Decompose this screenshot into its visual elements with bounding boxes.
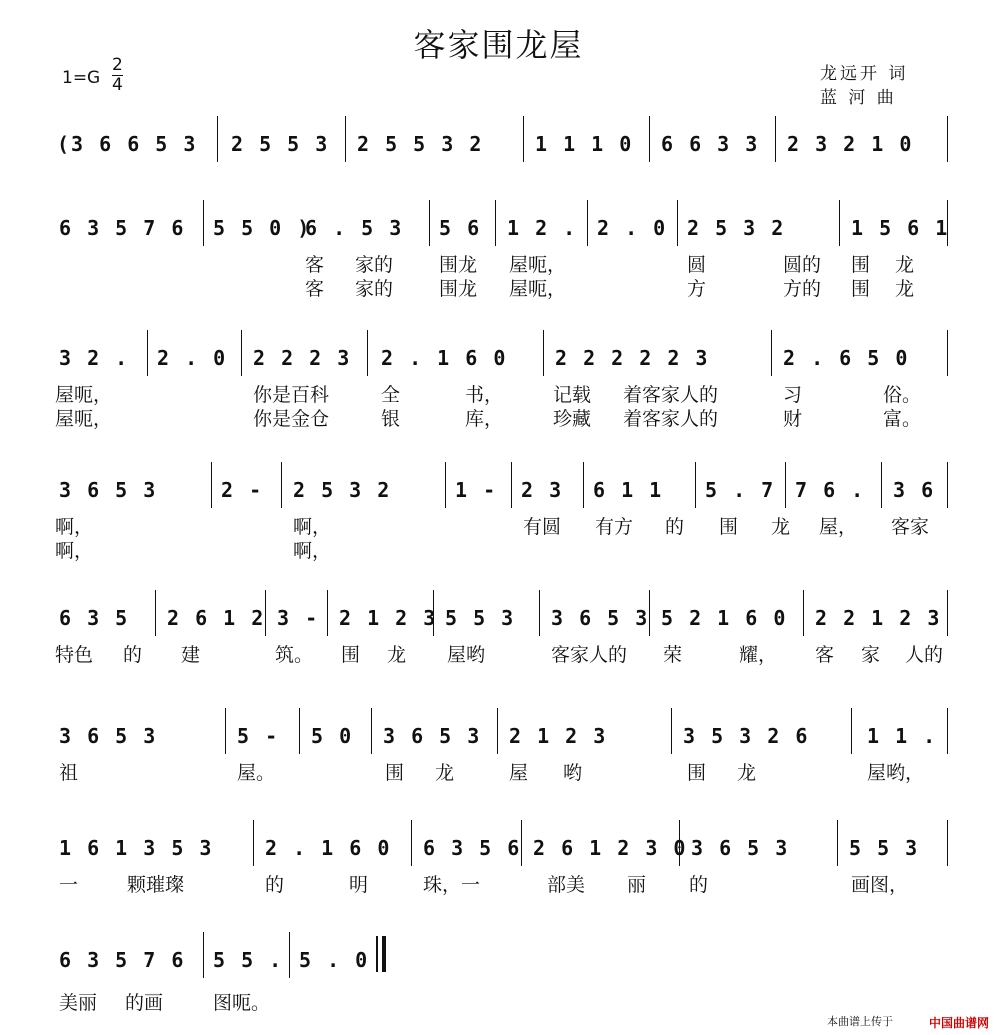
time-bottom: 4: [112, 75, 123, 95]
lyric-line-1: [55, 250, 955, 298]
lyric: 客家: [891, 516, 930, 538]
notation-line: [55, 720, 955, 760]
measure: 5 2 1 6 0: [661, 606, 788, 630]
measure: 2 1 2 3: [339, 606, 438, 630]
lyric: 有圆: [523, 516, 562, 538]
measure: 5 5 0 ): [213, 216, 312, 240]
lyric: 的: [665, 516, 685, 538]
lyric: 书，: [465, 384, 504, 406]
score-system-5: [55, 602, 955, 642]
measure: 6 1 1: [593, 478, 664, 502]
site-logo: 中国曲谱网: [928, 1016, 989, 1030]
measure: (3 6 6 5 3: [57, 132, 198, 156]
lyric: 的: [265, 874, 285, 896]
lyric: 围: [851, 278, 871, 300]
lyric: 屋呃，: [509, 278, 567, 300]
lyric: 龙: [435, 762, 455, 784]
measure: 6 3 5 7 6: [59, 216, 186, 240]
lyric: 荣: [663, 644, 683, 666]
lyric: 龙: [895, 254, 915, 276]
lyric: 人的: [905, 644, 944, 666]
lyric: 龙: [895, 278, 915, 300]
lyric: 围: [719, 516, 739, 538]
lyric: 围龙: [439, 278, 478, 300]
lyric: 珍藏: [553, 408, 592, 430]
lyric: 屋哟: [447, 644, 486, 666]
lyric: 圆的: [783, 254, 822, 276]
lyric: 啊，: [55, 540, 94, 562]
lyric: 一: [59, 874, 79, 896]
lyric: 部美: [547, 874, 586, 896]
measure: 2 5 5 3 2: [357, 132, 484, 156]
lyric: 屋呃，: [55, 408, 113, 430]
measure: 2 6 1 2 3 0: [533, 836, 688, 860]
key-signature: 1=G: [62, 68, 101, 88]
measure: 3 6: [893, 478, 936, 502]
lyric: 围: [851, 254, 871, 276]
lyric: 客家人的: [551, 644, 628, 666]
measure: 6 . 5 3: [305, 216, 404, 240]
measure: 1 6 1 3 5 3: [59, 836, 214, 860]
composer: 蓝 河 曲: [820, 88, 897, 108]
measure: 2 . 1 6 0: [381, 346, 508, 370]
time-top: 2: [112, 55, 123, 75]
lyric-line-5: [55, 758, 955, 784]
measure: 7 6 .: [795, 478, 866, 502]
lyric: 龙: [771, 516, 791, 538]
lyric-line-7: [55, 988, 455, 1014]
measure: 2 3: [521, 478, 564, 502]
measure: 2 1 2 3: [509, 724, 608, 748]
lyric: 着客家人的: [623, 408, 719, 430]
lyric: 银: [381, 408, 401, 430]
notation-line: [55, 128, 955, 168]
measure: 5 6: [439, 216, 482, 240]
lyric: 客: [305, 254, 325, 276]
measure: 2 5 5 3: [231, 132, 330, 156]
lyricist: 龙远开 词: [820, 64, 909, 84]
notation-line: [55, 832, 955, 872]
lyric: 啊，: [293, 516, 332, 538]
measure: 2 2 2 3: [253, 346, 352, 370]
lyric: 方的: [783, 278, 822, 300]
time-signature: [112, 56, 123, 95]
lyric: 客: [305, 278, 325, 300]
lyric: 明: [349, 874, 369, 896]
lyric: 耀，: [739, 644, 778, 666]
final-barline-thin: [376, 936, 378, 972]
measure: 2 2 1 2 3: [815, 606, 942, 630]
measure: 2 . 0: [157, 346, 228, 370]
lyric: 着客家人的: [623, 384, 719, 406]
measure: 1 2 .: [507, 216, 578, 240]
lyric: 家的: [355, 278, 394, 300]
lyric-line-4: [55, 640, 955, 666]
notation-line: [55, 474, 955, 514]
lyric: 的: [123, 644, 143, 666]
measure: 2 -: [221, 478, 264, 502]
measure: 3 6 5 3: [59, 724, 158, 748]
footer-text: 本曲谱上传于: [827, 1015, 893, 1028]
lyric: 客: [815, 644, 835, 666]
measure: 3 6 5 3: [691, 836, 790, 860]
measure: 5 5 .: [213, 948, 284, 972]
measure: 5 5 3: [849, 836, 920, 860]
score-system-3: [55, 342, 955, 382]
lyric: 财: [783, 408, 803, 430]
measure: 6 3 5 6: [423, 836, 522, 860]
lyric: 丽: [627, 874, 647, 896]
lyric: 库，: [465, 408, 504, 430]
credits: [820, 62, 908, 110]
lyric: 富。: [883, 408, 922, 430]
measure: 2 . 6 5 0: [783, 346, 910, 370]
score-system-7: [55, 832, 955, 872]
lyric-line-3: [55, 512, 955, 560]
lyric: 的: [689, 874, 709, 896]
measure: 3 2 .: [59, 346, 130, 370]
lyric: 屋，: [819, 516, 858, 538]
measure: 6 3 5: [59, 606, 130, 630]
lyric: 围: [385, 762, 405, 784]
lyric: 颗璀璨: [127, 874, 185, 896]
lyric: 画图，: [851, 874, 909, 896]
measure: 2 . 0: [597, 216, 668, 240]
measure: 5 -: [237, 724, 280, 748]
measure: 2 5 3 2: [293, 478, 392, 502]
lyric: 啊，: [293, 540, 332, 562]
measure: 2 6 1 2: [167, 606, 266, 630]
lyric: 家: [861, 644, 881, 666]
measure: 5 . 7: [705, 478, 776, 502]
measure: 6 3 5 7 6: [59, 948, 186, 972]
measure: 1 5 6 1: [851, 216, 950, 240]
lyric: 屋。: [237, 762, 276, 784]
measure: 2 5 3 2: [687, 216, 786, 240]
notation-line: [55, 602, 955, 642]
lyric: 围龙: [439, 254, 478, 276]
measure: 2 . 1 6 0: [265, 836, 392, 860]
lyric: 龙: [387, 644, 407, 666]
lyric: 珠，一: [423, 874, 481, 896]
lyric: 图呃。: [213, 992, 271, 1014]
lyric: 建: [181, 644, 201, 666]
lyric: 有方: [595, 516, 634, 538]
measure: 3 6 5 3: [551, 606, 650, 630]
measure: 5 . 0: [299, 948, 370, 972]
measure: 3 -: [277, 606, 320, 630]
lyric: 家的: [355, 254, 394, 276]
lyric: 圆: [687, 254, 707, 276]
lyric-line-6: [55, 870, 955, 896]
lyric: 方: [687, 278, 707, 300]
score-system-6: [55, 720, 955, 760]
lyric: 屋: [509, 762, 529, 784]
lyric: 祖: [59, 762, 79, 784]
lyric: 记载: [553, 384, 592, 406]
lyric: 你是金仓: [253, 408, 330, 430]
notation-line: [55, 212, 955, 252]
measure: 3 6 5 3: [383, 724, 482, 748]
measure: 3 6 5 3: [59, 478, 158, 502]
lyric: 围: [341, 644, 361, 666]
measure: 1 -: [455, 478, 498, 502]
lyric-line-2: [55, 380, 955, 428]
lyric: 的画: [125, 992, 164, 1014]
lyric: 啊，: [55, 516, 94, 538]
measure: 3 5 3 2 6: [683, 724, 810, 748]
lyric: 全: [381, 384, 401, 406]
score-system-4: [55, 474, 955, 514]
score-system-2: [55, 212, 955, 252]
measure: 5 5 3: [445, 606, 516, 630]
lyric: 俗。: [883, 384, 922, 406]
measure: 6 6 3 3: [661, 132, 760, 156]
score-system-8: [55, 944, 955, 984]
notation-line: [55, 944, 955, 984]
lyric: 屋哟，: [867, 762, 925, 784]
lyric: 习: [783, 384, 803, 406]
lyric: 屋呃，: [55, 384, 113, 406]
measure: 2 2 2 2 2 3: [555, 346, 710, 370]
lyric: 龙: [737, 762, 757, 784]
lyric: 特色: [55, 644, 94, 666]
notation-line: [55, 342, 955, 382]
lyric: 筑。: [275, 644, 314, 666]
measure: 1 1 .: [867, 724, 938, 748]
measure: 5 0: [311, 724, 354, 748]
lyric: 屋呃，: [509, 254, 567, 276]
lyric: 美丽: [59, 992, 98, 1014]
lyric: 哟: [563, 762, 583, 784]
lyric: 你是百科: [253, 384, 330, 406]
score-system-1: [55, 128, 955, 168]
song-title: 客家围龙屋: [413, 26, 584, 64]
measure: 2 3 2 1 0: [787, 132, 914, 156]
final-barline-thick: [382, 936, 386, 972]
lyric: 围: [687, 762, 707, 784]
measure: 1 1 1 0: [535, 132, 634, 156]
